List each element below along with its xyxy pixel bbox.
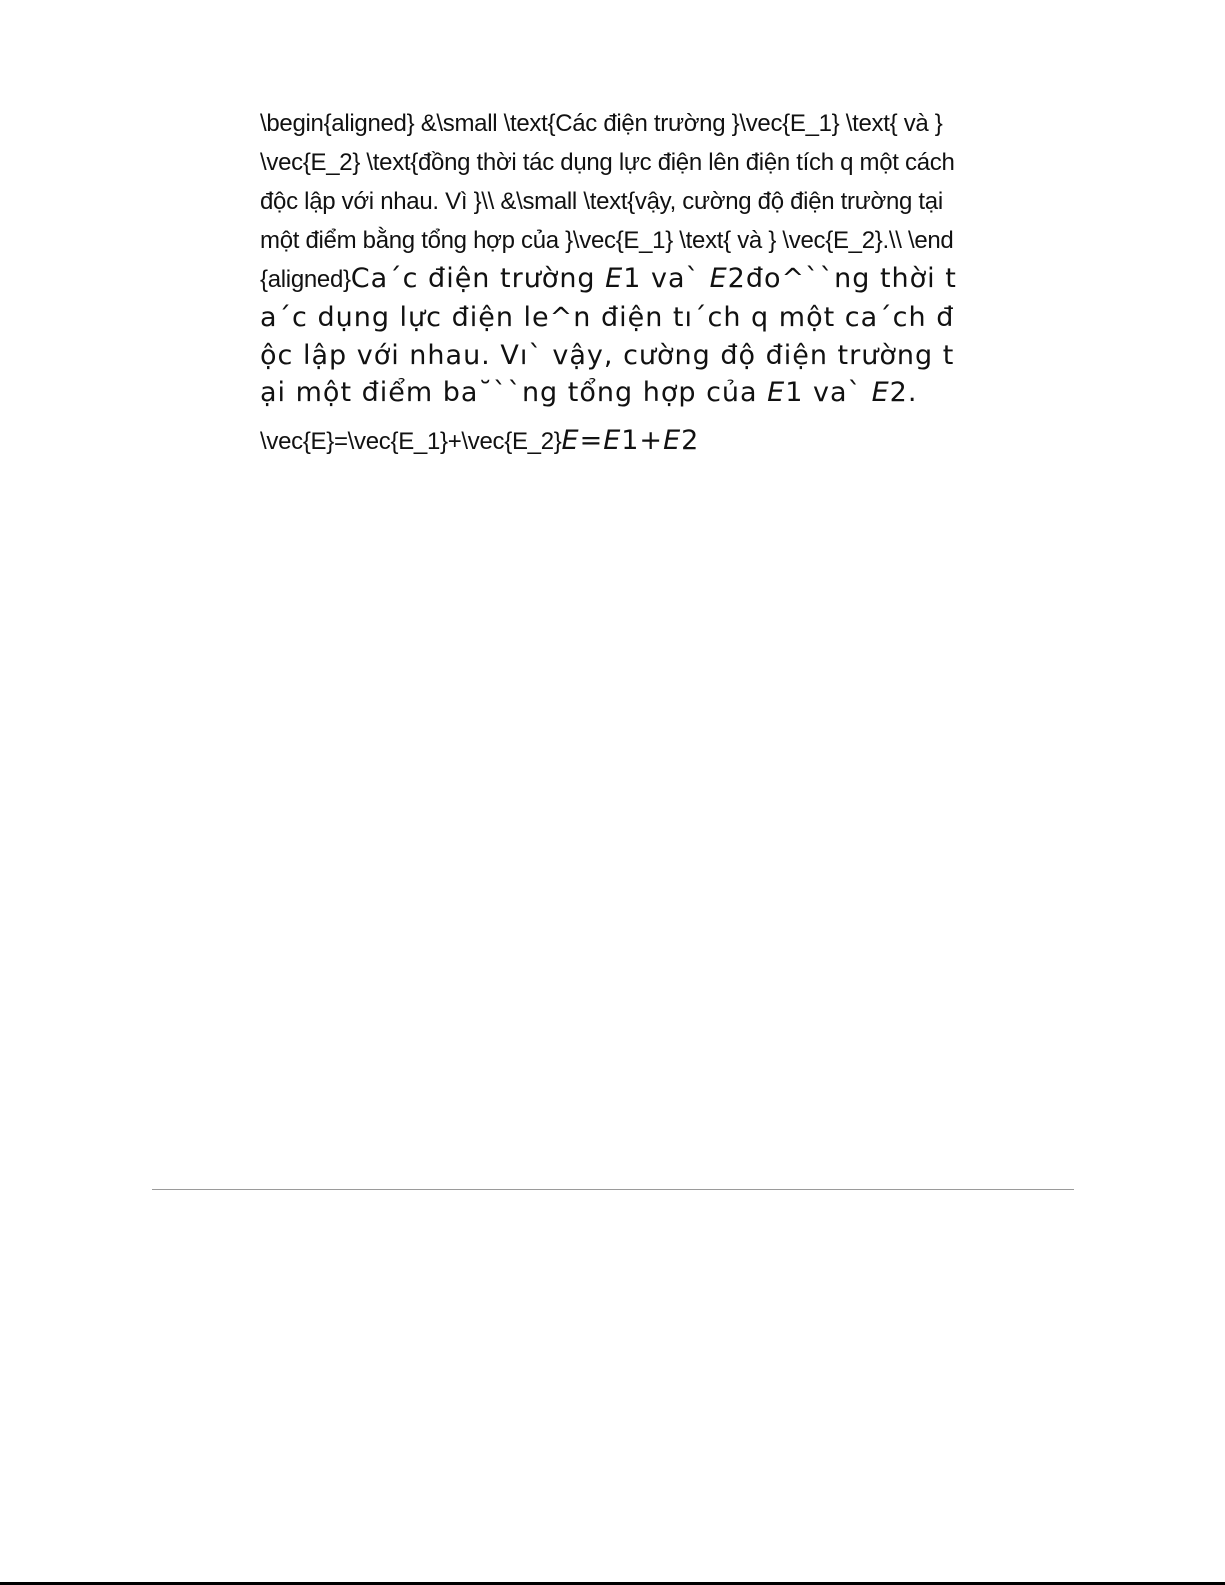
latex-source-text: \begin{aligned} &\small \text{Các điện trường }\vec{E_1} \text{ và } \vec{E_2} \text{đồng thời tác dụng lực điện lên điện tích q một cách độc lập với nhau. Vì }\\ &\small \text{vậy, cường độ điện trường tại một điểm bằng tổng hợp của }\vec{E_1} \text{ và } \vec{E_2}.\\ \end{aligned} xyxy=(260,110,955,293)
paragraph-field-superposition xyxy=(260,104,960,412)
math-variable: E xyxy=(871,377,890,408)
paragraph-field-equation xyxy=(260,422,960,461)
rendered-math-text xyxy=(260,263,957,408)
math-text-run: 1 va` xyxy=(623,263,710,294)
math-text-run: Ca´c điện trường xyxy=(350,263,606,294)
rendered-math-text xyxy=(562,425,700,456)
math-variable: E xyxy=(603,424,622,456)
math-variable: E xyxy=(605,263,624,294)
math-text-run: 2 xyxy=(681,424,700,456)
math-text-run: = xyxy=(579,424,604,456)
footer-divider xyxy=(152,1189,1074,1190)
math-text-run: 1 va` xyxy=(785,377,872,408)
math-variable: E xyxy=(561,424,580,456)
latex-source-text: \vec{E}=\vec{E_1}+\vec{E_2} xyxy=(260,427,562,455)
math-text-run: 1+ xyxy=(621,424,664,456)
math-text-run: 2. xyxy=(889,377,918,408)
math-variable: E xyxy=(767,377,786,408)
math-text-run: 2đo^``ng thời ta´c dụng lực điện le^n điện tı´ch q một ca´ch độc lập với nhau. Vı` vậy, cường độ điện trường tại một điểm ba˘``ng tổng hợp của xyxy=(260,263,957,408)
document-body xyxy=(260,104,960,461)
math-variable: E xyxy=(709,263,728,294)
math-variable: E xyxy=(663,424,682,456)
